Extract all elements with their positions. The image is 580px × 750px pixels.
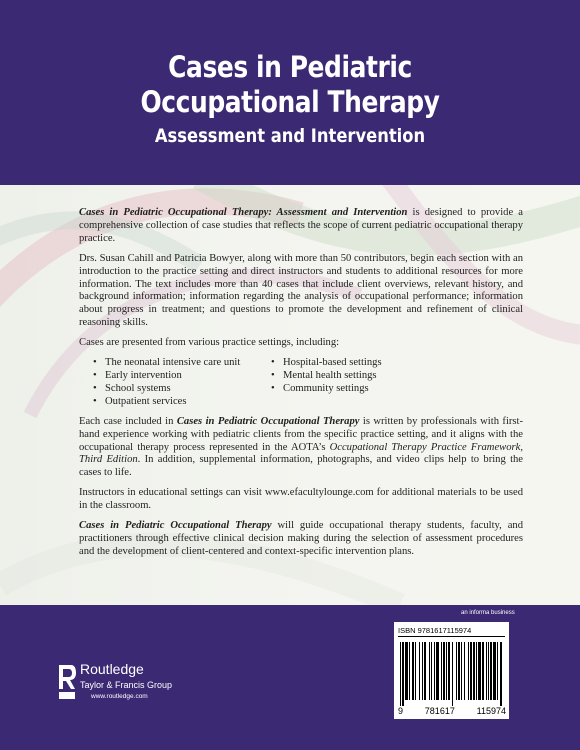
barcode	[400, 642, 503, 706]
cover-title-block	[0, 50, 580, 149]
list-item: • Early intervention	[93, 370, 271, 383]
barcode-bar	[412, 642, 414, 700]
barcode-bar	[478, 642, 481, 700]
routledge-logo-icon	[57, 663, 77, 701]
barcode-bar	[402, 642, 404, 706]
barcode-bar	[446, 642, 447, 700]
isbn-label: ISBN 9781617115974	[398, 626, 505, 637]
publisher-name: Routledge	[80, 661, 144, 677]
barcode-bar	[443, 642, 445, 700]
paragraph-authors: Drs. Susan Cahill and Patricia Bowyer, along with more than 50 contributors, begin each section with an introduction to the practice setting and direct instructors and students to additional resources for more information. The text includes more than 40 cases that include client overviews, relevant history, and background information; information regarding the analysis of occupational performance; information about progress in treatment; and questions to promote the development and refinement of clinical reasoning skills.	[79, 252, 523, 329]
practice-settings-list	[79, 357, 523, 409]
barcode-panel	[394, 622, 509, 719]
barcode-bar	[409, 642, 410, 700]
description-panel	[0, 185, 580, 605]
barcode-bar	[490, 642, 492, 700]
title-line-1: Cases in Pediatric	[168, 50, 412, 84]
barcode-bar	[486, 642, 487, 700]
paragraph-intro	[79, 207, 523, 246]
barcode-bar	[488, 642, 489, 700]
barcode-bar	[493, 642, 496, 700]
barcode-bar	[452, 642, 453, 706]
list-item: • Mental health settings	[271, 370, 382, 383]
barcode-bar	[500, 642, 502, 706]
barcode-bar	[468, 642, 469, 700]
list-item: • Community settings	[271, 383, 382, 396]
barcode-bar	[431, 642, 432, 700]
barcode-bar	[473, 642, 475, 700]
barcode-bar	[405, 642, 408, 700]
title-line-2: Occupational Therapy	[140, 85, 440, 119]
book-title-inline: Cases in Pediatric Occupational Therapy: Assessment and Intervention	[79, 207, 408, 218]
barcode-bar	[400, 642, 401, 706]
paragraph-settings-intro: Cases are presented from various practice settings, including:	[79, 337, 340, 349]
barcode-bar	[461, 642, 462, 700]
list-item: • School systems	[93, 383, 271, 396]
subtitle: Assessment and Intervention	[154, 125, 426, 147]
barcode-bar	[436, 642, 439, 700]
description-text	[79, 207, 523, 566]
barcode-digit-group-1: 781617	[424, 706, 455, 716]
barcode-bar	[415, 642, 416, 700]
barcode-digits	[398, 706, 506, 716]
informa-tagline: an informa business	[461, 610, 515, 616]
barcode-bar	[434, 642, 435, 700]
paragraph-cases: Each case included in Cases in Pediatric Occupational Therapy is written by professionals with first-hand experience working with pediatric clients from the specific practice setting, and it aligns with the occupational therapy process represented in the AOTA’s Occupational Therapy Practice Framework, Third Edition. In addition, supplemental information, photographs, and video clips help to bring the cases to life.	[79, 415, 524, 479]
paragraph-guide: Cases in Pediatric Occupational Therapy will guide occupational therapy students, faculty, and practitioners through effective clinical decision making during the selection of assessment procedures and the development of client-centered and context-specific intervention plans.	[79, 520, 524, 557]
barcode-bar	[419, 642, 420, 700]
settings-column-1	[93, 357, 271, 409]
publisher-url: www.routledge.com	[91, 693, 148, 700]
barcode-bar	[424, 642, 426, 700]
barcode-digit-lead: 9	[398, 706, 404, 716]
intro-text: is designed to provide a comprehensive collection of case studies that reflects the scope of current pediatric occupational therapy practice.	[79, 207, 523, 244]
barcode-bar	[456, 642, 457, 700]
paragraph-instructors: Instructors in educational settings can visit www.efacultylounge.com for additional materials to be used in the classroom.	[79, 487, 523, 512]
list-item: • Outpatient services	[93, 396, 271, 409]
settings-column-2	[271, 357, 382, 409]
barcode-bar	[476, 642, 477, 700]
list-item: • Hospital-based settings	[271, 357, 382, 370]
barcode-bar	[422, 642, 423, 700]
barcode-bar	[448, 642, 450, 700]
barcode-bar	[497, 642, 498, 700]
publisher-group: Taylor & Francis Group	[80, 680, 173, 690]
list-item: • The neonatal intensive care unit	[93, 357, 271, 370]
barcode-digit-group-2: 115974	[476, 706, 506, 716]
barcode-bar	[458, 642, 460, 700]
barcode-bar	[482, 642, 484, 700]
barcode-bar	[464, 642, 465, 700]
barcode-bar	[470, 642, 472, 700]
barcode-bar	[429, 642, 430, 700]
barcode-bar	[441, 642, 442, 700]
